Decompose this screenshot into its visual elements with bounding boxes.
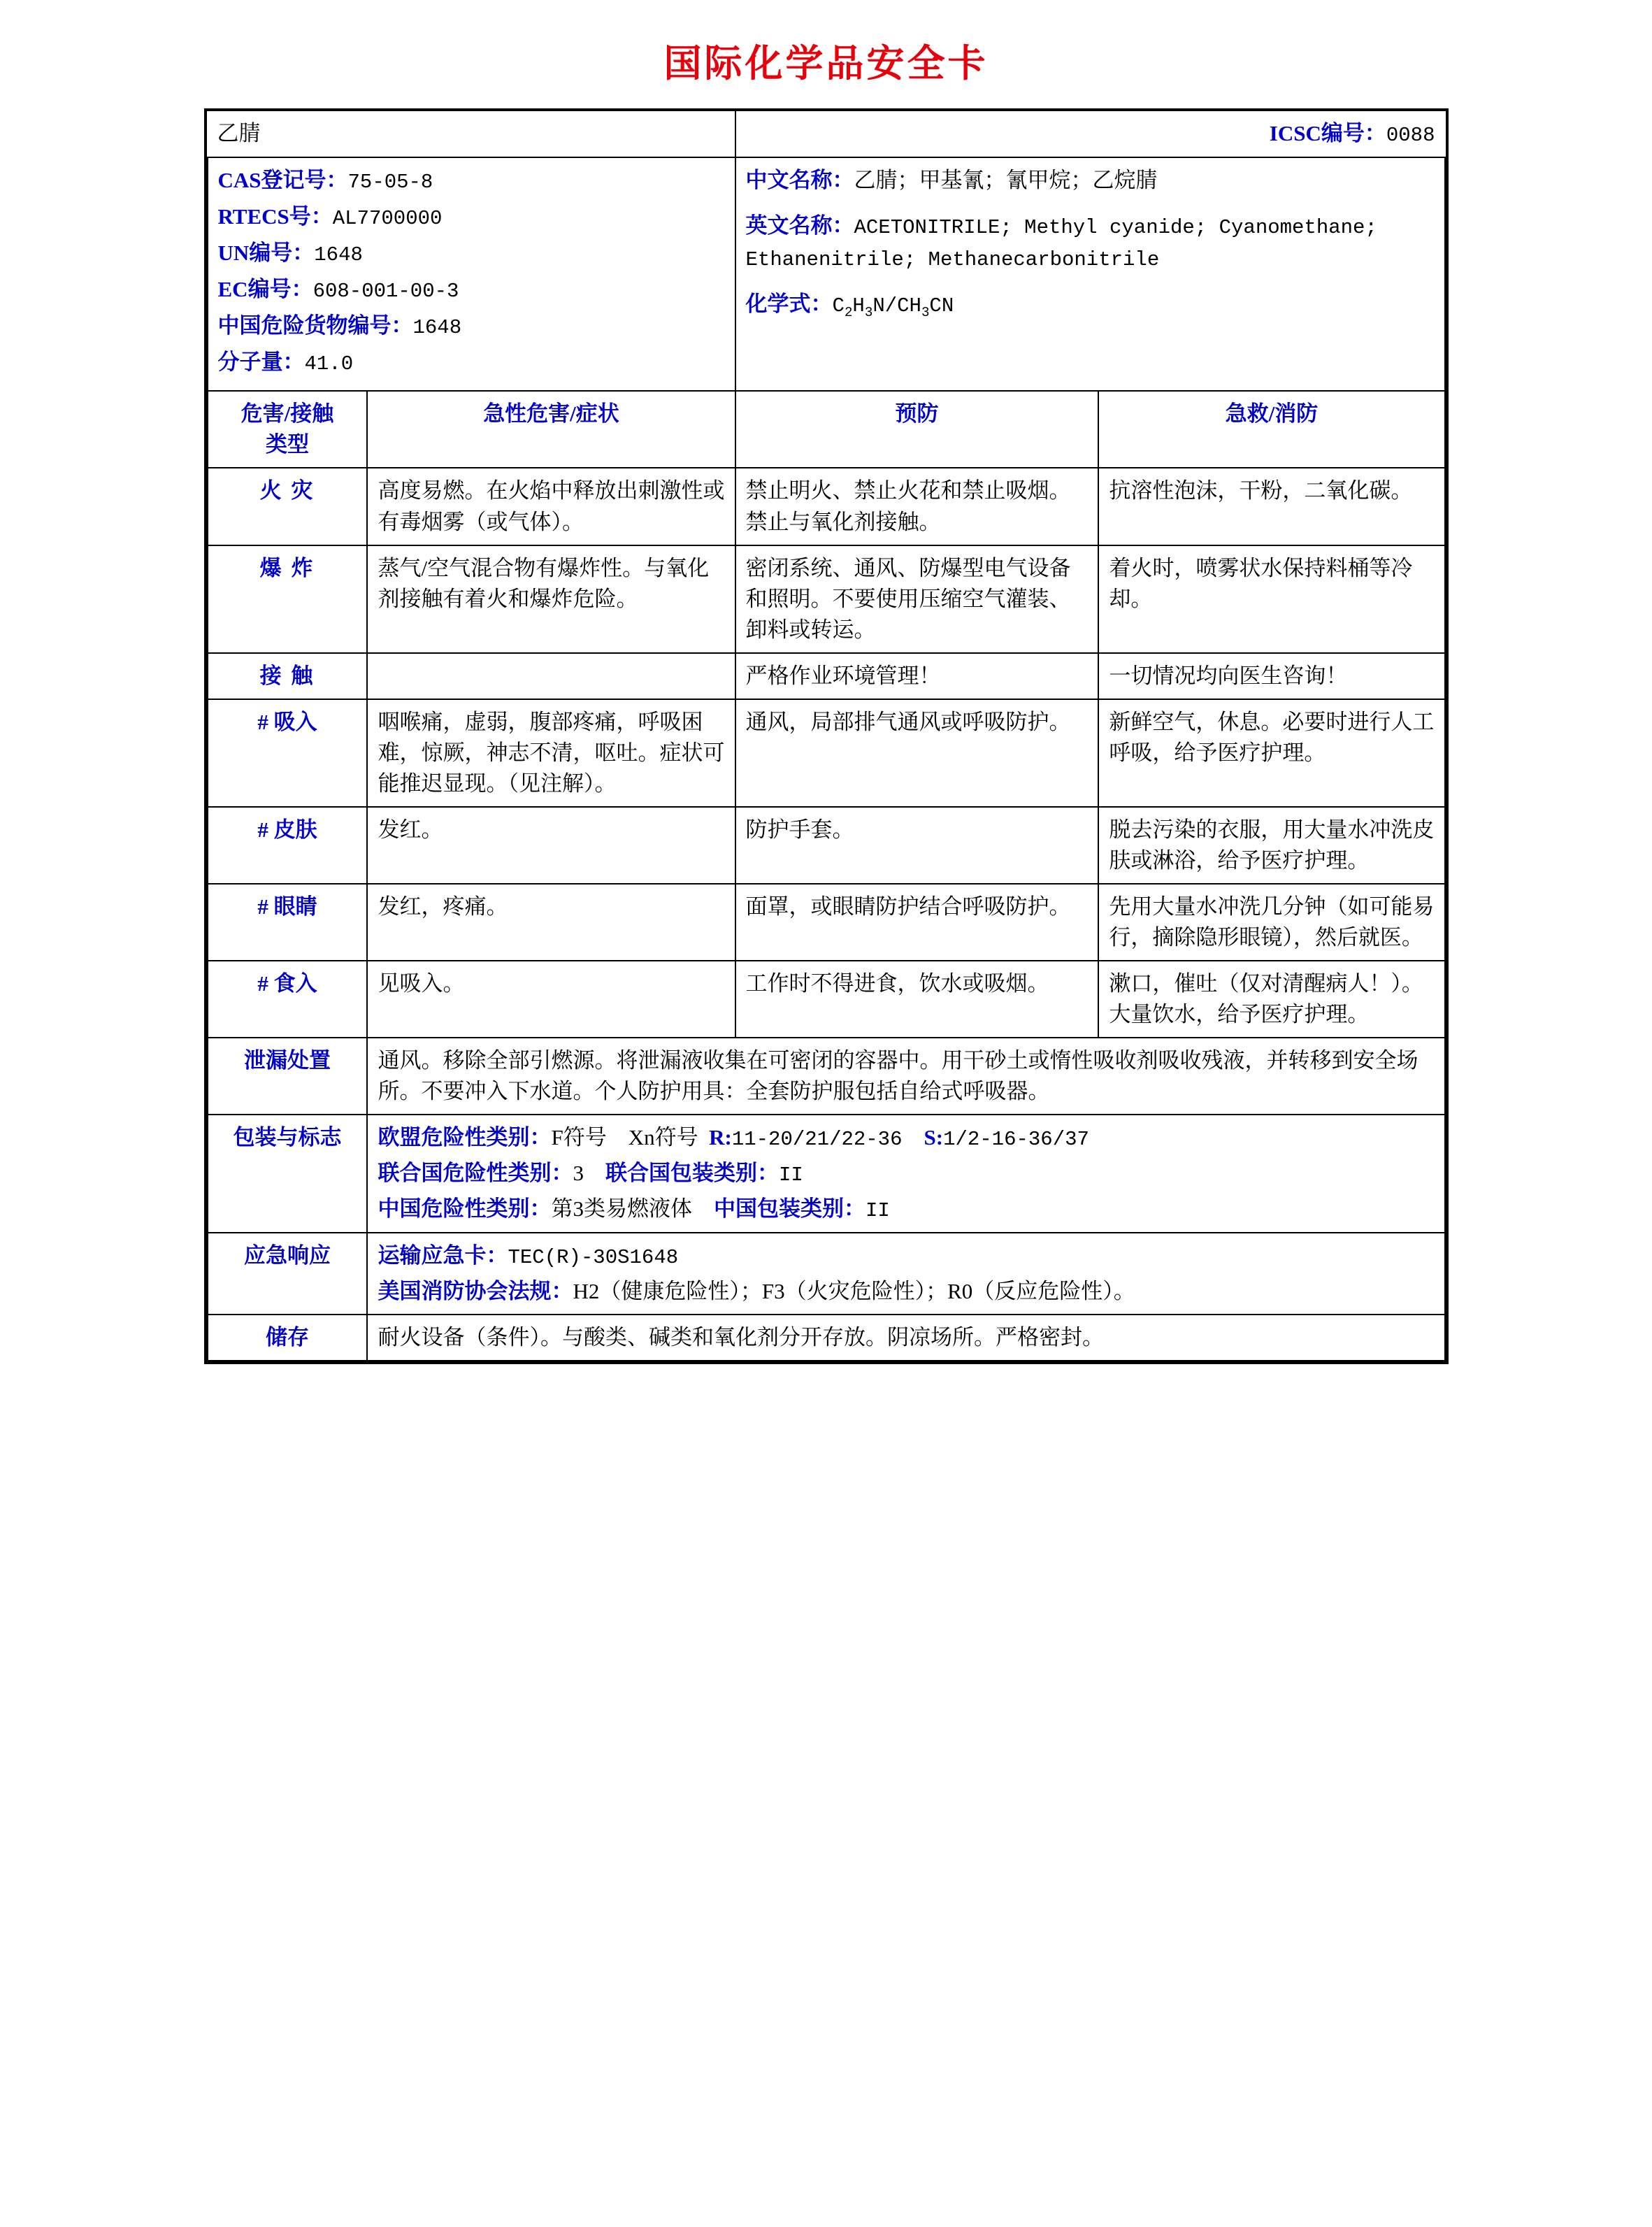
un-label: UN编号： bbox=[217, 241, 315, 266]
storage-label: 储存 bbox=[208, 1315, 368, 1361]
explosion-prevention: 密闭系统、通风、防爆型电气设备和照明。不要使用压缩空气灌装、卸料或转运。 bbox=[735, 545, 1099, 653]
ingestion-prevention: 工作时不得进食，饮水或吸烟。 bbox=[735, 961, 1099, 1038]
explosion-symptoms: 蒸气/空气混合物有爆炸性。与氧化剂接触有着火和爆炸危险。 bbox=[367, 545, 735, 653]
cas-label: CAS登记号： bbox=[217, 168, 348, 193]
eyes-firstaid: 先用大量水冲洗几分钟（如可能易行，摘除隐形眼镜），然后就医。 bbox=[1098, 884, 1444, 961]
cn-name-line bbox=[746, 165, 1435, 196]
formula-label: 化学式： bbox=[745, 292, 833, 317]
un-pack-value: II bbox=[778, 1163, 803, 1187]
hazard-category-inhalation: # 吸入 bbox=[208, 699, 368, 807]
un-pack-label: 联合国包装类别： bbox=[605, 1160, 779, 1185]
rtecs-label: RTECS号： bbox=[217, 204, 333, 229]
s-phrase-label: S: bbox=[924, 1124, 944, 1150]
hazard-header-prevention: 预防 bbox=[735, 391, 1099, 468]
icsc-table bbox=[207, 111, 1446, 1361]
exposure-firstaid: 一切情况均向医生咨询！ bbox=[1098, 653, 1444, 699]
hazard-category-ingestion: # 食入 bbox=[208, 961, 368, 1038]
un-class-value: 3 bbox=[573, 1160, 584, 1185]
exposure-symptoms bbox=[367, 653, 735, 699]
hazard-header-type: 危害/接触 类型 bbox=[208, 391, 368, 468]
molweight-value: 41.0 bbox=[304, 352, 354, 376]
exposure-prevention: 严格作业环境管理！ bbox=[735, 653, 1099, 699]
en-name-line bbox=[746, 210, 1435, 275]
hazard-category-eyes: # 眼睛 bbox=[208, 884, 368, 961]
fire-prevention: 禁止明火、禁止火花和禁止吸烟。禁止与氧化剂接触。 bbox=[735, 468, 1099, 545]
hazard-category-explosion: 爆 炸 bbox=[208, 545, 368, 653]
transport-card-label: 运输应急卡： bbox=[378, 1243, 508, 1268]
fire-symptoms: 高度易燃。在火焰中释放出刺激性或有毒烟雾（或气体）。 bbox=[367, 468, 735, 545]
eyes-symptoms: 发红，疼痛。 bbox=[367, 884, 735, 961]
identification-left bbox=[208, 157, 735, 391]
nfpa-value: H2（健康危险性）；F3（火灾危险性）；R0（反应危险性）。 bbox=[573, 1279, 1135, 1304]
skin-firstaid: 脱去污染的衣服，用大量水冲洗皮肤或淋浴，给予医疗护理。 bbox=[1098, 807, 1444, 884]
cas-line bbox=[218, 165, 725, 197]
identification-right bbox=[735, 157, 1445, 391]
un-line bbox=[218, 238, 725, 270]
r-phrase-label: R: bbox=[709, 1124, 732, 1150]
substance-name: 乙腈 bbox=[208, 111, 735, 157]
icsc-card bbox=[204, 108, 1449, 1364]
spill-text: 通风。移除全部引燃源。将泄漏液收集在可密闭的容器中。用干砂土或惰性吸收剂吸收残液，并转移到安全场所。不要冲入下水道。个人防护用具：全套防护服包括自给式呼吸器。 bbox=[367, 1038, 1444, 1115]
storage-text: 耐火设备（条件）。与酸类、碱类和氧化剂分开存放。阴凉场所。严格密封。 bbox=[367, 1315, 1444, 1361]
r-phrase-value: 11-20/21/22-36 bbox=[731, 1127, 903, 1151]
cn-class-value: 第3类易燃液体 bbox=[551, 1196, 692, 1222]
packaging-row bbox=[208, 1115, 1445, 1233]
cn-pack-value: II bbox=[865, 1199, 890, 1223]
molweight-line bbox=[218, 347, 725, 379]
table-row bbox=[208, 884, 1445, 961]
eu-class-label: 欧盟危险性类别： bbox=[378, 1124, 552, 1150]
cn-pack-label: 中国包装类别： bbox=[713, 1196, 865, 1222]
hazard-category-skin: # 皮肤 bbox=[208, 807, 368, 884]
un-value: 1648 bbox=[314, 243, 363, 267]
emergency-label: 应急响应 bbox=[208, 1233, 368, 1315]
ec-label: EC编号： bbox=[217, 277, 313, 302]
eyes-prevention: 面罩，或眼睛防护结合呼吸防护。 bbox=[735, 884, 1099, 961]
icsc-number-cell bbox=[735, 111, 1445, 157]
emergency-content bbox=[367, 1233, 1444, 1315]
eu-class-value: F符号 Xn符号 bbox=[551, 1124, 698, 1150]
hazard-category-exposure: 接 触 bbox=[208, 653, 368, 699]
formula-line bbox=[746, 289, 1435, 323]
packaging-eu-line bbox=[378, 1122, 1434, 1154]
ec-line bbox=[218, 274, 725, 306]
hazard-header-row bbox=[208, 391, 1445, 468]
china-goods-value: 1648 bbox=[412, 316, 462, 340]
un-class-label: 联合国危险性类别： bbox=[378, 1160, 573, 1185]
packaging-cn-line bbox=[378, 1194, 1434, 1225]
ec-value: 608-001-00-3 bbox=[313, 280, 459, 303]
packaging-label: 包装与标志 bbox=[208, 1115, 368, 1233]
inhalation-prevention: 通风，局部排气通风或呼吸防护。 bbox=[735, 699, 1099, 807]
ingestion-symptoms: 见吸入。 bbox=[367, 961, 735, 1038]
icsc-number: 0088 bbox=[1386, 124, 1435, 147]
fire-firstaid: 抗溶性泡沫，干粉，二氧化碳。 bbox=[1098, 468, 1444, 545]
table-row bbox=[208, 807, 1445, 884]
s-phrase-value: 1/2-16-36/37 bbox=[943, 1127, 1089, 1151]
china-goods-line bbox=[218, 310, 725, 343]
spill-label: 泄漏处置 bbox=[208, 1038, 368, 1115]
skin-symptoms: 发红。 bbox=[367, 807, 735, 884]
cas-value: 75-05-8 bbox=[347, 171, 433, 194]
table-row bbox=[208, 699, 1445, 807]
china-goods-label: 中国危险货物编号： bbox=[217, 313, 413, 338]
cn-name-value: 乙腈；甲基氰；氰甲烷；乙烷腈 bbox=[854, 168, 1158, 193]
header-row bbox=[208, 111, 1445, 157]
skin-prevention: 防护手套。 bbox=[735, 807, 1099, 884]
nfpa-line bbox=[378, 1276, 1434, 1307]
en-name-value: ACETONITRILE; Methyl cyanide; Cyanomethane; Ethanenitrile; Methanecarbonitrile bbox=[745, 216, 1377, 272]
molweight-label: 分子量： bbox=[217, 350, 305, 375]
hazard-category-fire: 火 灾 bbox=[208, 468, 368, 545]
hazard-header-symptoms: 急性危害/症状 bbox=[367, 391, 735, 468]
table-row bbox=[208, 545, 1445, 653]
table-row bbox=[208, 468, 1445, 545]
icsc-label: ICSC编号： bbox=[1269, 121, 1386, 145]
ingestion-firstaid: 漱口，催吐（仅对清醒病人！）。大量饮水，给予医疗护理。 bbox=[1098, 961, 1444, 1038]
explosion-firstaid: 着火时，喷雾状水保持料桶等冷却。 bbox=[1098, 545, 1444, 653]
transport-card-line bbox=[378, 1240, 1434, 1272]
nfpa-label: 美国消防协会法规： bbox=[378, 1279, 573, 1304]
rtecs-value: AL7700000 bbox=[332, 207, 443, 231]
rtecs-line bbox=[218, 201, 725, 234]
inhalation-firstaid: 新鲜空气，休息。必要时进行人工呼吸，给予医疗护理。 bbox=[1098, 699, 1444, 807]
packaging-content bbox=[367, 1115, 1444, 1233]
storage-row bbox=[208, 1315, 1445, 1361]
inhalation-symptoms: 咽喉痛，虚弱，腹部疼痛，呼吸困难，惊厥，神志不清，呕吐。症状可能推迟显现。（见注解）。 bbox=[367, 699, 735, 807]
identification-row bbox=[208, 157, 1445, 391]
page-title: 国际化学品安全卡 bbox=[663, 43, 989, 85]
en-name-label: 英文名称： bbox=[745, 213, 854, 238]
packaging-un-line bbox=[378, 1158, 1434, 1189]
table-row bbox=[208, 653, 1445, 699]
emergency-row bbox=[208, 1233, 1445, 1315]
formula-value: $C_2H_3N/CH_3CN$ bbox=[832, 294, 954, 320]
transport-card-value: TEC(R)-30S1648 bbox=[508, 1246, 679, 1270]
cn-name-label: 中文名称： bbox=[745, 168, 854, 193]
hazard-header-firstaid: 急救/消防 bbox=[1098, 391, 1444, 468]
spill-row bbox=[208, 1038, 1445, 1115]
table-row bbox=[208, 961, 1445, 1038]
cn-class-label: 中国危险性类别： bbox=[378, 1196, 552, 1222]
